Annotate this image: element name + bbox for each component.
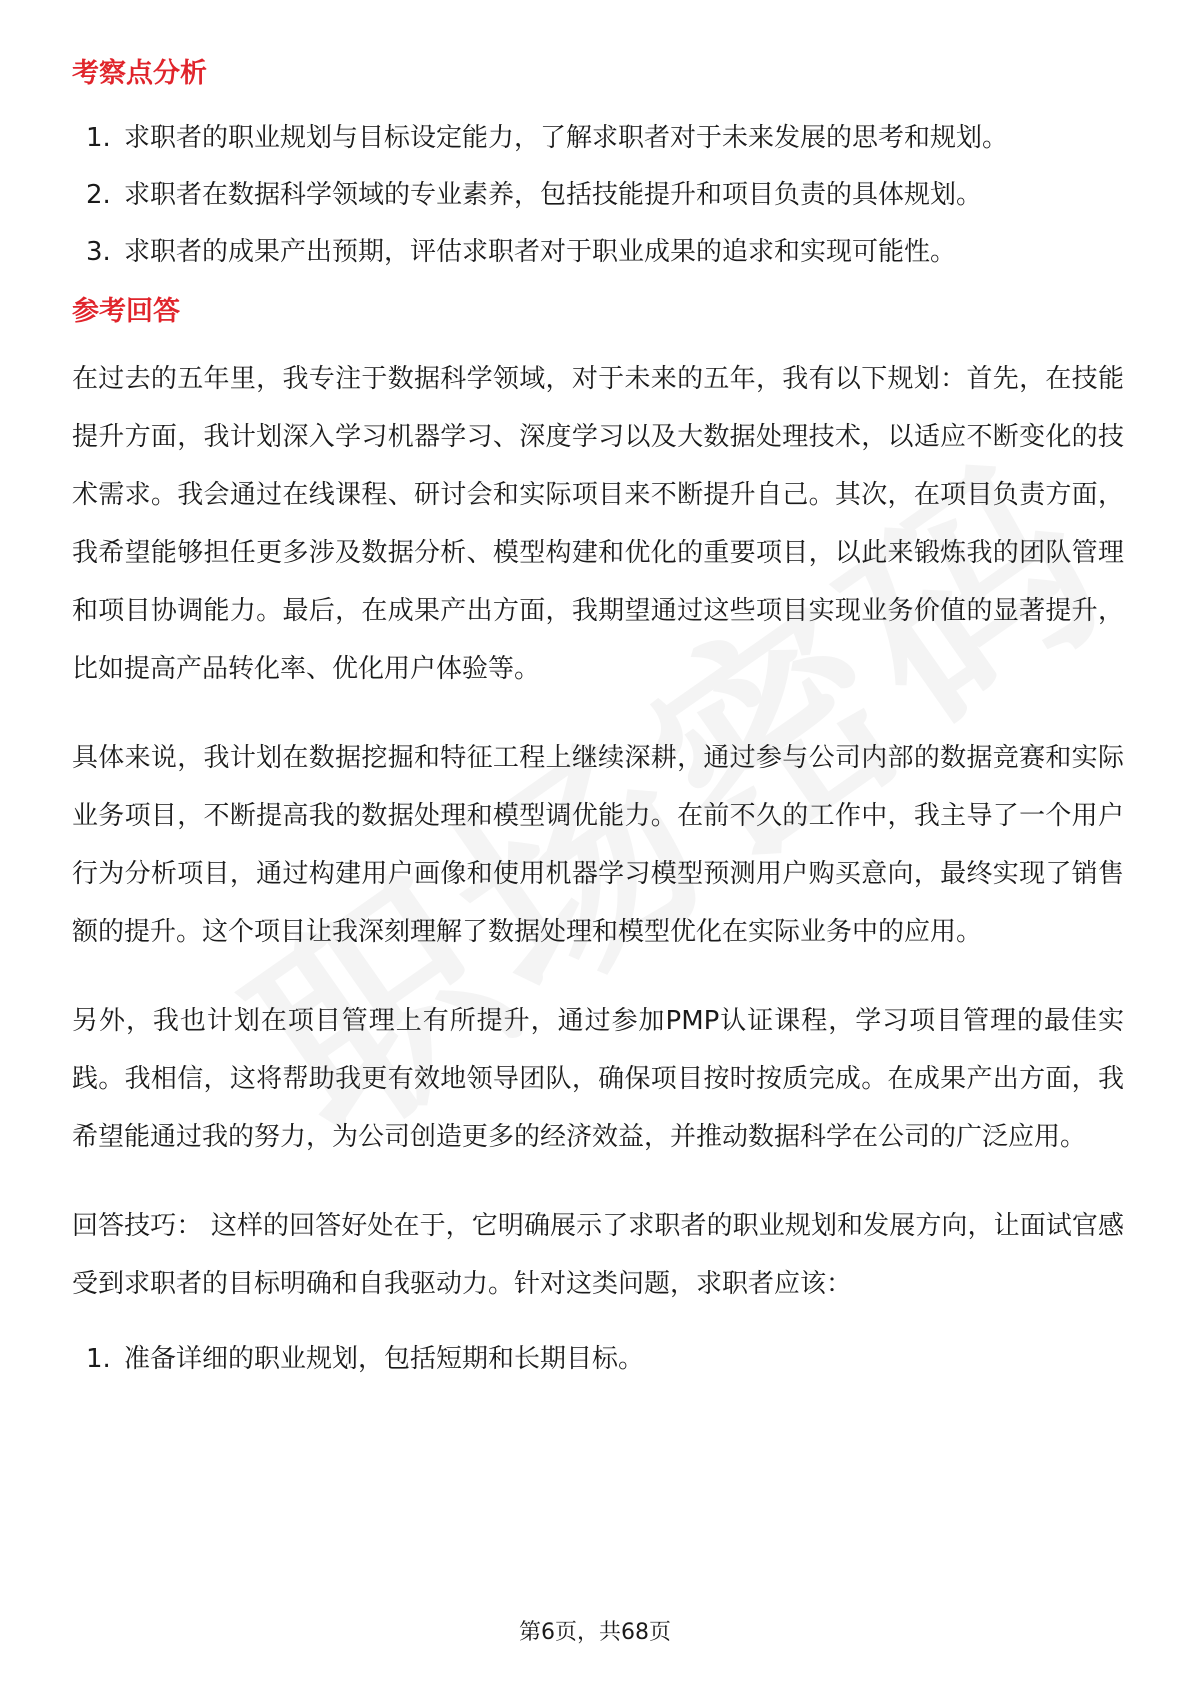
answer-paragraph: 另外，我也计划在项目管理上有所提升，通过参加PMP认证课程，学习项目管理的最佳实践。我相信，这将帮助我更有效地领导团队，确保项目按时按质完成。在成果产出方面，我希望能通过我的努力，为公司创造更多的经济效益，并推动数据科学在公司的广泛应用。 — [72, 1006, 1124, 1152]
list-item-text: 求职者的成果产出预期，评估求职者对于职业成果的追求和实现可能性。 — [124, 237, 957, 267]
document-page — [72, 48, 1124, 1377]
tips-list — [72, 1341, 1124, 1377]
list-item — [72, 120, 1124, 156]
analysis-list — [72, 120, 1124, 270]
list-number: 2. — [86, 180, 111, 210]
tips-paragraph: 回答技巧： 这样的回答好处在于，它明确展示了求职者的职业规划和发展方向，让面试官感受到求职者的目标明确和自我驱动力。针对这类问题，求职者应该： — [72, 1211, 1124, 1299]
answer-paragraph: 在过去的五年里，我专注于数据科学领域，对于未来的五年，我有以下规划：首先，在技能提升方面，我计划深入学习机器学习、深度学习以及大数据处理技术，以适应不断变化的技术需求。我会通过在线课程、研讨会和实际项目来不断提升自己。其次，在项目负责方面，我希望能够担任更多涉及数据分析、模型构建和优化的重要项目，以此来锻炼我的团队管理和项目协调能力。最后，在成果产出方面，我期望通过这些项目实现业务价值的显著提升，比如提高产品转化率、优化用户体验等。 — [72, 364, 1124, 684]
answer-paragraph: 具体来说，我计划在数据挖掘和特征工程上继续深耕，通过参与公司内部的数据竞赛和实际业务项目，不断提高我的数据处理和模型调优能力。在前不久的工作中，我主导了一个用户行为分析项目，通过构建用户画像和使用机器学习模型预测用户购买意向，最终实现了销售额的提升。这个项目让我深刻理解了数据处理和模型优化在实际业务中的应用。 — [72, 743, 1124, 947]
list-number: 1. — [86, 1344, 111, 1374]
list-item-text: 求职者在数据科学领域的专业素养，包括技能提升和项目负责的具体规划。 — [124, 180, 983, 210]
list-item — [72, 177, 1124, 213]
list-item-text: 准备详细的职业规划，包括短期和长期目标。 — [124, 1344, 645, 1374]
list-number: 1. — [86, 123, 111, 153]
list-item — [72, 234, 1124, 270]
analysis-heading: 考察点分析 — [72, 58, 207, 89]
list-item — [72, 1341, 1124, 1377]
page-number: 第6页，共68页 — [519, 1620, 671, 1645]
list-item-text: 求职者的职业规划与目标设定能力，了解求职者对于未来发展的思考和规划。 — [124, 123, 1009, 153]
answer-heading: 参考回答 — [72, 296, 180, 327]
list-number: 3. — [86, 237, 111, 267]
